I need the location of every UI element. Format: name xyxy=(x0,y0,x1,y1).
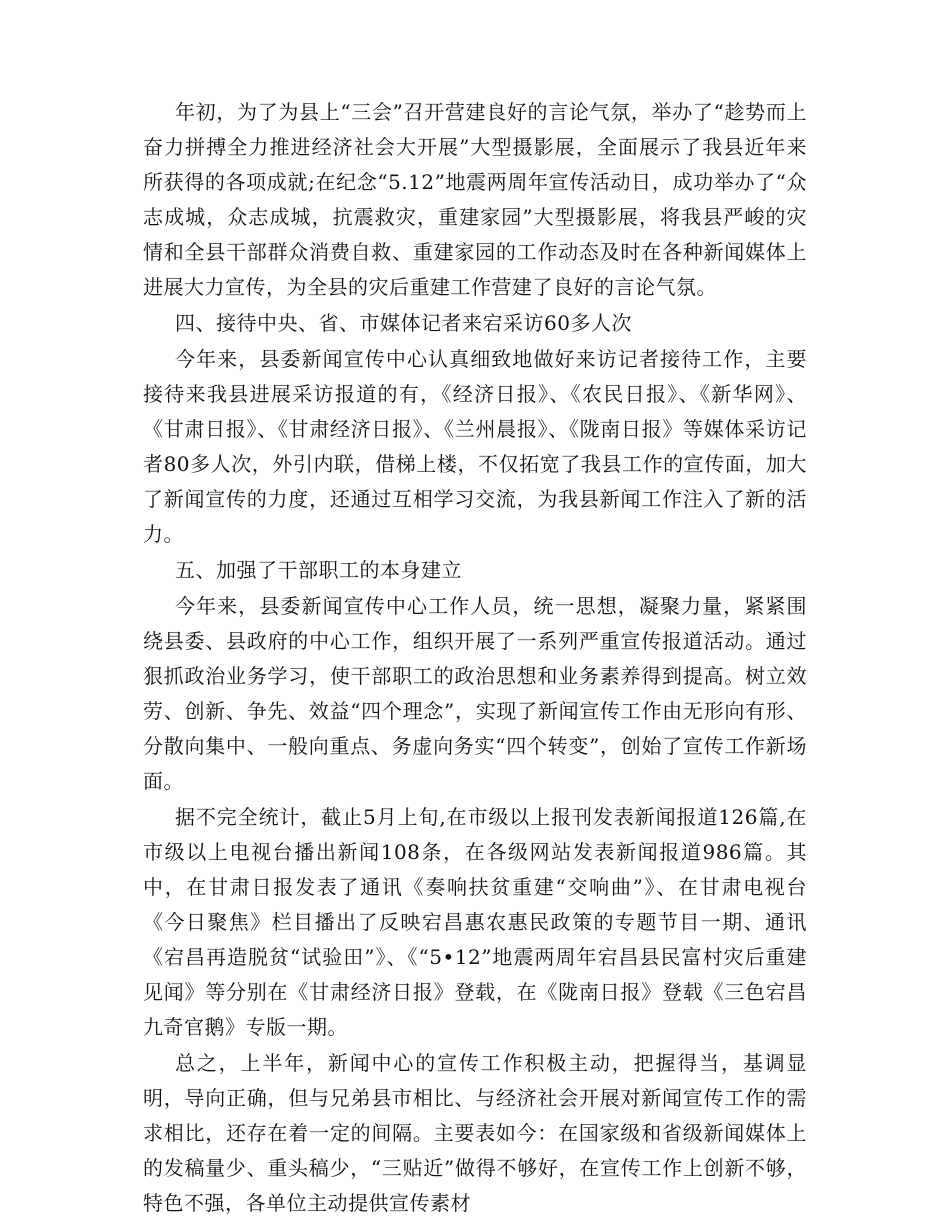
section-heading-five: 五、加强了干部职工的本身建立 xyxy=(175,558,462,582)
document-body xyxy=(143,95,807,1222)
paragraph-summary: 总之，上半年，新闻中心的宣传工作积极主动，把握得当，基调显明，导向正确，但与兄弟县市相比、与经济社会开展对新闻宣传工作的需求相比，还存在着一定的间隔。主要表如今：在国家级和省级新闻媒体上的发稿量少、重头稿少，“三贴近”做得不够好，在宣传工作上创新不够，特色不强，各单位主动提供宣传素材 xyxy=(143,1051,807,1215)
paragraph-journalist-reception: 今年来，县委新闻宣传中心认真细致地做好来访记者接待工作，主要接待来我县进展采访报道的有，《经济日报》、《农民日报》、《新华网》、《甘肃日报》、《甘肃经济日报》、《兰州晨报》、《陇南日报》等媒体采访记者80多人次，外引内联，借梯上楼，不仅拓宽了我县工作的宣传面，加大了新闻宣传的力度，还通过互相学习交流，为我县新闻工作注入了新的活力。 xyxy=(143,347,807,546)
paragraph-photo-exhibitions: 年初，为了为县上“三会”召开营建良好的言论气氛，举办了“趁势而上奋力拼搏全力推进经济社会大开展”大型摄影展，全面展示了我县近年来所获得的各项成就;在纪念“5.12”地震两周年宣传活动日，成功举办了“众志成城，众志成城，抗震救灾，重建家园”大型摄影展，将我县严峻的灾情和全县干部群众消费自救、重建家园的工作动态及时在各种新闻媒体上进展大力宣传，为全县的灾后重建工作营建了良好的言论气氛。 xyxy=(143,100,807,299)
paragraph-staff-building: 今年来，县委新闻宣传中心工作人员，统一思想，凝聚力量，紧紧围绕县委、县政府的中心工作，组织开展了一系列严重宣传报道活动。通过狠抓政治业务学习，使干部职工的政治思想和业务素养得到提高。树立效劳、创新、争先、效益“四个理念”，实现了新闻宣传工作由无形向有形、分散向集中、一般向重点、务虚向务实“四个转变”，创始了宣传工作新场面。 xyxy=(143,594,807,793)
section-heading-four: 四、接待中央、省、市媒体记者来宕采访60多人次 xyxy=(175,311,632,335)
paragraph-statistics: 据不完全统计，截止5月上旬,在市级以上报刊发表新闻报道126篇,在市级以上电视台播出新闻108条，在各级网站发表新闻报道986篇。其中，在甘肃日报发表了通讯《奏响扶贫重建“交响曲”》、在甘肃电视台《今日聚焦》栏目播出了反映宕昌惠农惠民政策的专题节目一期、通讯《宕昌再造脱贫“试验田”》、《“5•12”地震两周年宕昌县民富村灾后重建见闻》等分别在《甘肃经济日报》登载，在《陇南日报》登载《三色宕昌九奇官鹅》专版一期。 xyxy=(143,805,807,1039)
